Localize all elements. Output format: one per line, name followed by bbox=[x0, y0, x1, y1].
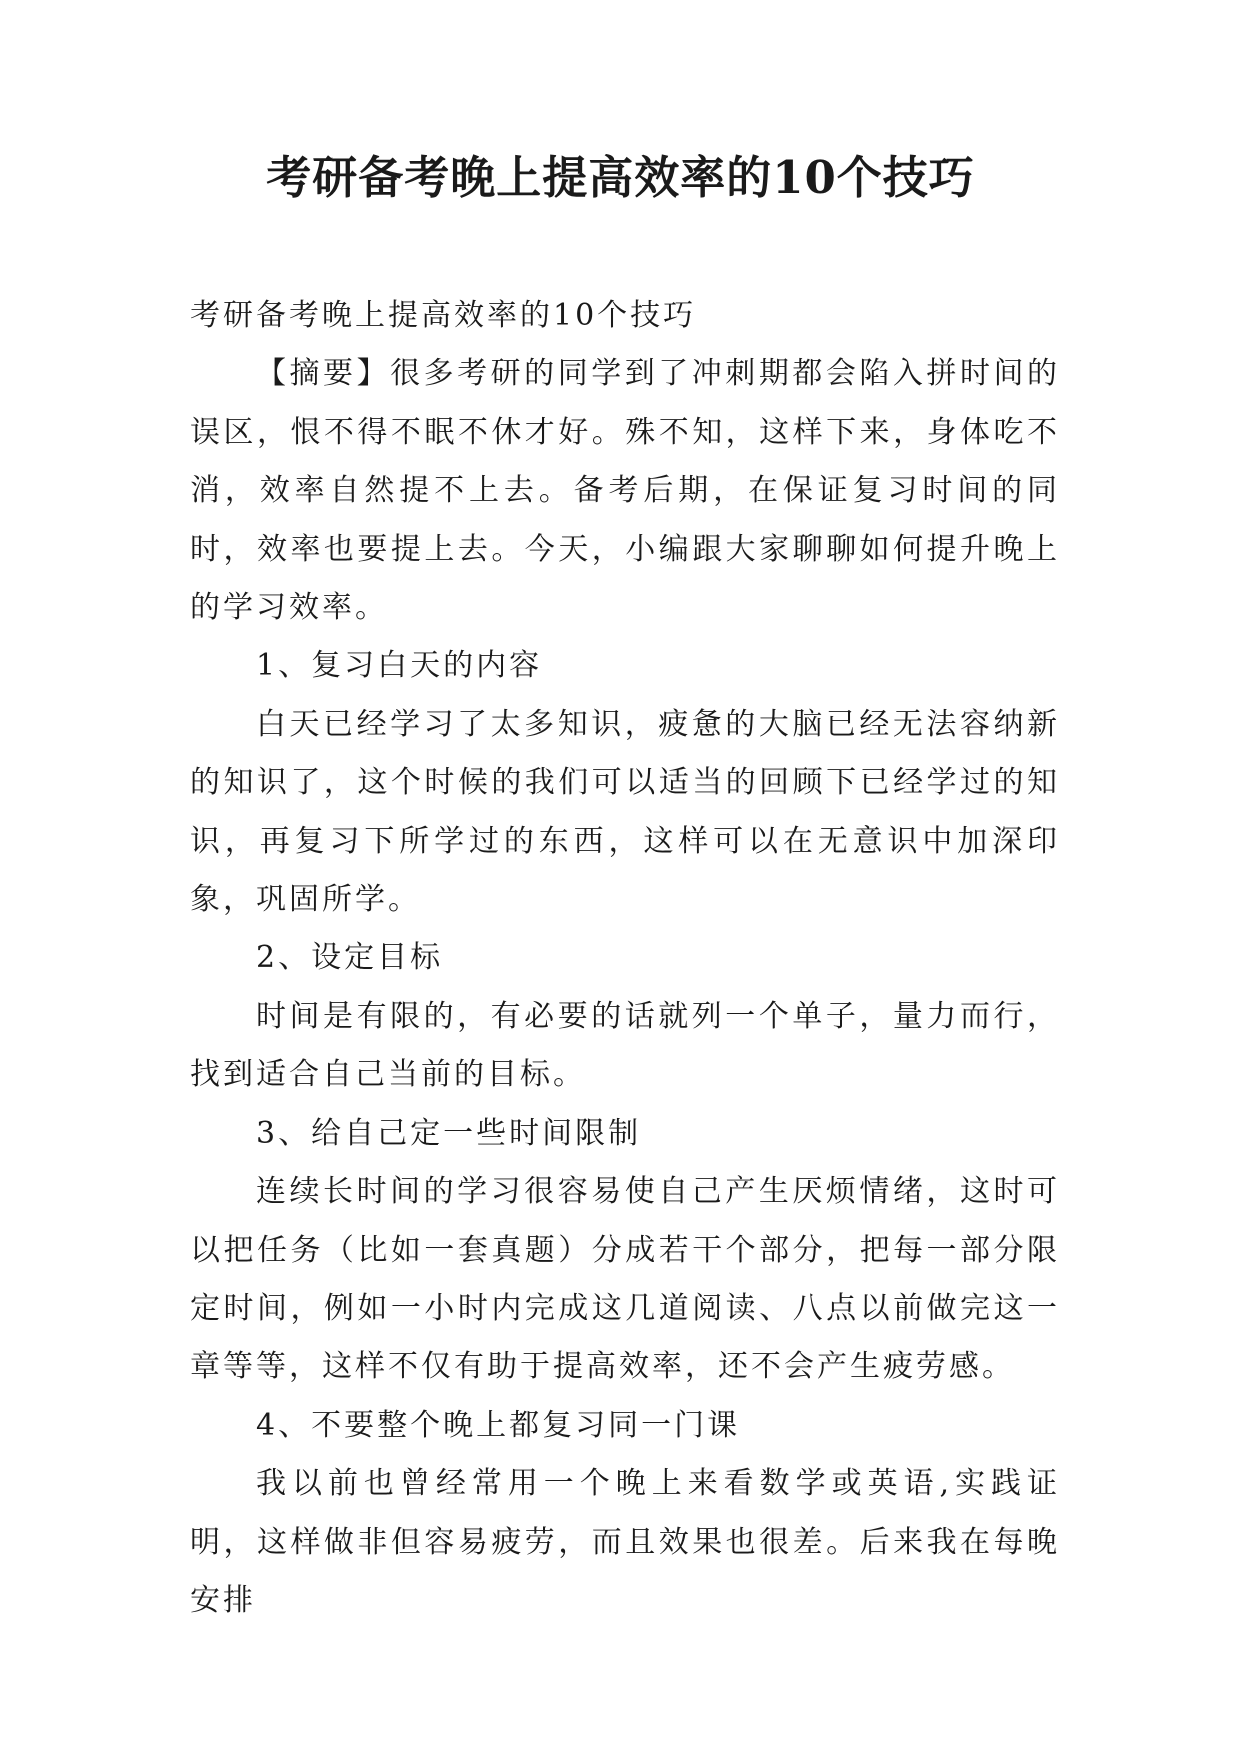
section-heading-1: 1、复习白天的内容 bbox=[256, 648, 543, 684]
abstract-paragraph: 【摘要】很多考研的同学到了冲刺期都会陷入拼时间的误区，恨不得不眠不休才好。殊不知，这样下来，身体吃不消，效率自然提不上去。备考后期，在保证复习时间的同时，效率也要提上去。今天，小编跟大家聊聊如何提升晚上的学习效率。 bbox=[190, 356, 1060, 626]
section-body-1: 白天已经学习了太多知识，疲惫的大脑已经无法容纳新的知识了，这个时候的我们可以适当的回顾下已经学过的知识，再复习下所学过的东西，这样可以在无意识中加深印象，巩固所学。 bbox=[190, 706, 1060, 918]
document-body bbox=[190, 287, 1060, 1630]
document-title: 考研备考晚上提高效率的10个技巧 bbox=[266, 151, 975, 204]
section-heading-2: 2、设定目标 bbox=[256, 940, 444, 976]
section-heading-3: 3、给自己定一些时间限制 bbox=[256, 1115, 642, 1151]
section-body-2: 时间是有限的，有必要的话就列一个单子，量力而行，找到适合自己当前的目标。 bbox=[190, 998, 1060, 1093]
subtitle-line: 考研备考晚上提高效率的10个技巧 bbox=[190, 298, 697, 333]
section-body-4: 我以前也曾经常用一个晚上来看数学或英语,实践证明，这样做非但容易疲劳，而且效果也很差。后来我在每晚安排 bbox=[190, 1466, 1060, 1618]
section-heading-4: 4、不要整个晚上都复习同一门课 bbox=[256, 1407, 741, 1443]
section-body-3: 连续长时间的学习很容易使自己产生厌烦情绪，这时可以把任务（比如一套真题）分成若干个部分，把每一部分限定时间，例如一小时内完成这几道阅读、八点以前做完这一章等等，这样不仅有助于提高效率，还不会产生疲劳感。 bbox=[190, 1174, 1060, 1385]
